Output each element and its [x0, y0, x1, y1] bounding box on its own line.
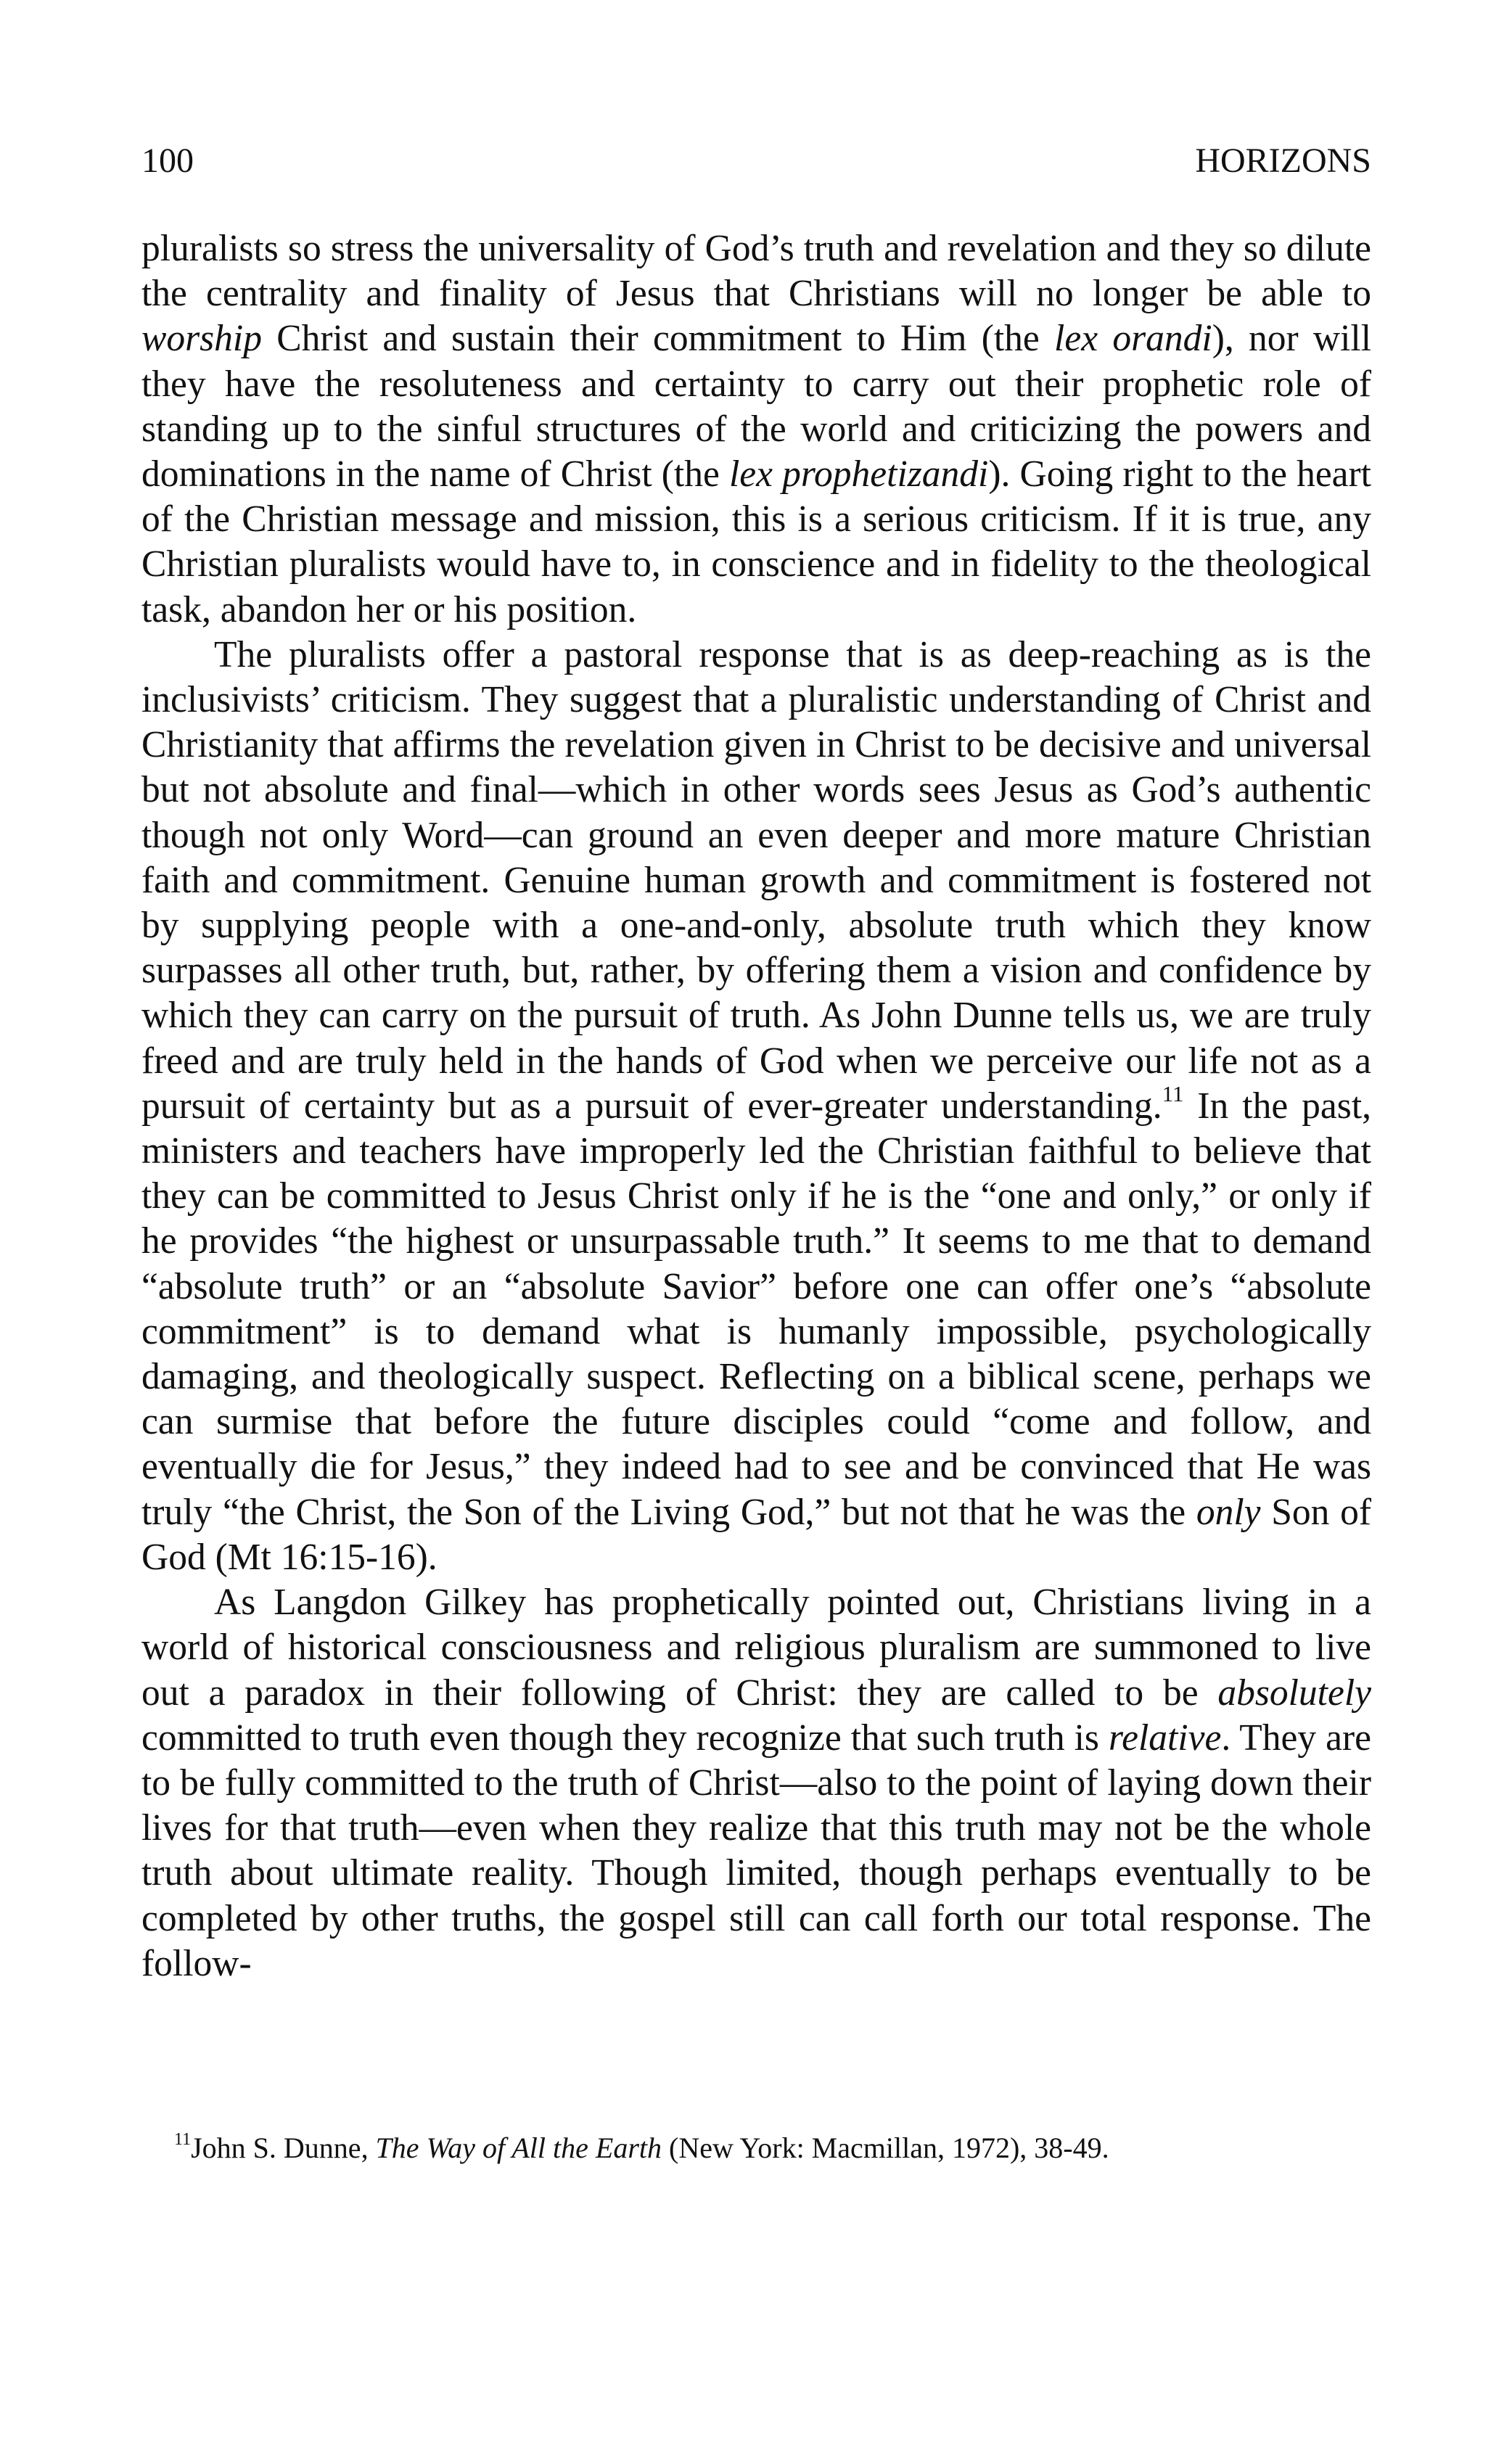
text-run: ). Going right to the heart of the Christian message and mission, this is a serious criticism. If it is true, any Christian pluralists would have to, in conscience and in fidelity to the theological task, abandon her or his position. — [141, 453, 1371, 630]
text-run: In the past, ministers and teachers have improperly led the Christian faithful to believe that they can be committed to Jesus Christ only if he is the “one and only,” or only if he provides “the highest or unsurpassable truth.” It seems to me that to demand “absolute truth” or an “absolute Savior” before one can offer one’s “absolute commitment” is to demand what is humanly impossible, psychologically damaging, and theologically suspect. Reflecting on a biblical scene, perhaps we can surmise that before the future disciples could “come and follow, and eventually die for Jesus,” they indeed had to see and be convinced that He was truly “the Christ, the Son of the Living God,” but not that he was the — [141, 1085, 1371, 1533]
body-text — [141, 226, 1371, 1986]
footnote-publication: (New York: Macmillan, 1972), 38-49. — [662, 2132, 1109, 2164]
running-header — [141, 139, 1371, 183]
footnote — [174, 2129, 1371, 2167]
footnote-book-title: The Way of All the Earth — [375, 2132, 662, 2164]
footnote-marker: 11 — [174, 2130, 192, 2149]
text-run: pluralists so stress the universality of God’s truth and revelation and they so dilute the centrality and finality of Jesus that Christians will no longer be able to — [141, 228, 1371, 315]
text-run: committed to truth even though they recognize that such truth is — [141, 1717, 1109, 1759]
text-run: Christ and sustain their commitment to Him (the — [262, 318, 1055, 360]
paragraph — [141, 1580, 1371, 1986]
italic-text: lex prophetizandi — [728, 453, 989, 496]
italic-text: absolutely — [1217, 1672, 1371, 1714]
italic-text: only — [1196, 1491, 1261, 1533]
text-run: ), nor will they have the resoluteness and certainty to carry out their prophetic role of standing up to the sinful structures of the world and criticizing the powers and dominations in the name of Christ (the — [141, 318, 1371, 496]
paragraph — [141, 226, 1371, 633]
italic-text: lex orandi — [1054, 318, 1212, 360]
italic-text: relative — [1108, 1717, 1222, 1759]
journal-title: HORIZONS — [1195, 141, 1371, 180]
footnote-reference: 11 — [1162, 1080, 1184, 1106]
paragraph — [141, 633, 1371, 1580]
page-number: 100 — [141, 141, 194, 180]
text-run: As Langdon Gilkey has prophetically pointed out, Christians living in a world of historical consciousness and religious pluralism are summoned to live out a paradox in their following of Christ: they are called to be — [141, 1582, 1371, 1714]
text-run: Son of God (Mt 16:15-16). — [141, 1491, 1371, 1578]
footnote-author: John S. Dunne, — [191, 2132, 376, 2164]
italic-text: worship — [141, 318, 262, 360]
text-run: The pluralists offer a pastoral response that is as deep-reaching as is the inclusivists’ criticism. They suggest that a pluralistic understanding of Christ and Christianity that affirms the revelation given in Christ to be decisive and universal but not absolute and final—which in other words sees Jesus as God’s authentic though not only Word—can ground an even deeper and more mature Christian faith and commitment. Genuine human growth and commitment is fostered not by supplying people with a one-and-only, absolute truth which they know surpasses all other truth, but, rather, by offering them a vision and confidence by which they can carry on the pursuit of truth. As John Dunne tells us, we are truly freed and are truly held in the hands of God when we perceive our life not as a pursuit of certainty but as a pursuit of ever-greater understanding. — [141, 633, 1371, 1127]
text-run: . They are to be fully committed to the truth of Christ—also to the point of laying down their lives for that truth—even when they realize that this truth may not be the whole truth about ultimate reality. Though limited, though perhaps eventually to be completed by other truths, the gospel still can call forth our total response. The follow- — [141, 1717, 1371, 1984]
